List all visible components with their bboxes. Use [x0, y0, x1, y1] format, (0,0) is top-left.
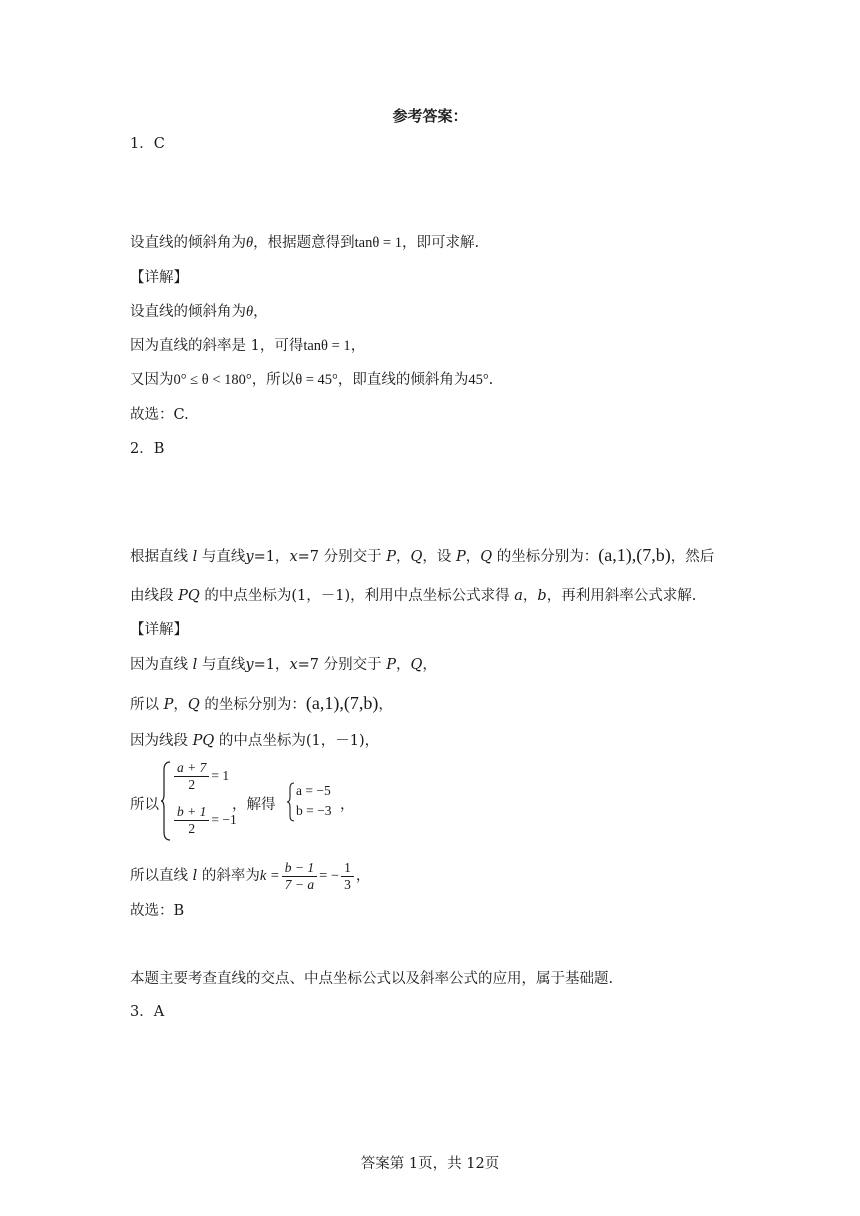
q1-detail-line-2: 因为直线的斜率是 1，可得tanθ = 1，	[130, 338, 366, 354]
question-3-answer: 3．A	[130, 1004, 165, 1020]
q2-choice: 故选：B	[130, 903, 185, 919]
q2-detail-line-1: 因为直线 l 与直线y=1，x=7 分别交于 P，Q，	[130, 657, 437, 673]
q1-detail-line-1: 设直线的倾斜角为θ，	[130, 304, 268, 320]
q2-analysis-line-1: 根据直线 l 与直线y=1，x=7 分别交于 P，Q，设 P，Q 的坐标分别为：(a,1),(7,b)，然后	[130, 545, 715, 565]
q1-choice: 故选：C.	[130, 407, 189, 423]
page-footer: 答案第 1页，共 12页	[360, 1156, 500, 1172]
page-title: 参考答案：	[392, 107, 468, 125]
q2-analysis-line-2: 由线段 PQ 的中点坐标为(1，－1)，利用中点坐标公式求得 a，b，再利用斜率公式求解.	[130, 588, 697, 604]
question-1-answer: 1．C	[130, 136, 165, 152]
q1-detail-label: 【详解】	[130, 270, 188, 286]
q2-comment: 本题主要考查直线的交点、中点坐标公式以及斜率公式的应用，属于基础题.	[130, 971, 614, 987]
left-brace-icon	[160, 760, 172, 842]
question-2-answer: 2．B	[130, 441, 165, 457]
q1-analysis: 设直线的倾斜角为θ，根据题意得到tanθ = 1，即可求解.	[130, 235, 480, 251]
q1-detail-line-3: 又因为0° ≤ θ < 180°，所以θ = 45°，即直线的倾斜角为45°.	[130, 372, 494, 388]
q2-slope-line: 所以直线 l 的斜率为k = $\frac{b - 1}{7 - a}$ = − $\frac{1}{3}$ ，	[130, 859, 371, 892]
q2-detail-label: 【详解】	[130, 622, 188, 638]
q2-detail-line-2: 所以 P，Q 的坐标分别为：(a,1),(7,b)，	[130, 693, 393, 713]
system-2-row-2: b = −3	[296, 803, 332, 818]
q2-solve-label: ，解得	[232, 797, 276, 813]
system-1-row-1: $\frac{a + 7}{2}$ = 1	[172, 760, 229, 793]
left-brace-icon	[286, 781, 296, 823]
system-2-row-1: a = −5	[296, 783, 331, 798]
q2-detail-line-3: 因为线段 PQ 的中点坐标为(1，－1)，	[130, 733, 380, 749]
q2-system-suffix: ，	[340, 797, 355, 813]
system-1-row-2: $\frac{b + 1}{2}$ = −1	[172, 804, 237, 837]
q2-system-prefix: 所以	[130, 797, 159, 813]
